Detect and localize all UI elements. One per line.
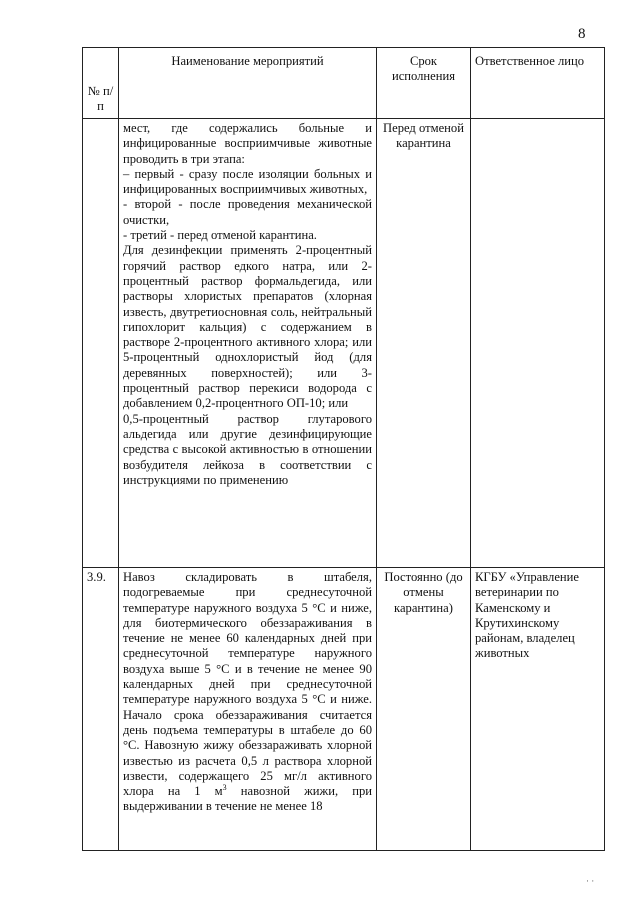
header-name: Наименование мероприятий bbox=[119, 48, 377, 119]
row-deadline: Перед отменой карантина bbox=[377, 119, 471, 568]
row-num: 3.9. bbox=[83, 568, 119, 851]
measure-paragraph: - второй - после проведения механической очистки, bbox=[123, 197, 372, 227]
row-responsible bbox=[471, 119, 605, 568]
table-header-row bbox=[83, 48, 605, 119]
header-deadline: Срок исполнения bbox=[377, 48, 471, 119]
row-measure-text bbox=[119, 568, 377, 851]
measure-paragraph: 0,5-процентный раствор глутарового альдегида или другие дезинфицирующие средства с высокой активностью в отношении возбудителя лейкоза в соответствии с инструкциями по применению bbox=[123, 411, 372, 487]
row-deadline: Постоянно (до отмены карантина) bbox=[377, 568, 471, 851]
table-row bbox=[83, 119, 605, 568]
scan-mark: · · bbox=[586, 876, 595, 886]
measure-paragraph: Для дезинфекции применять 2-процентный горячий раствор едкого натра, или 2-процентный раствор формальдегида, или растворы хлористых препаратов (хлорная известь, двутретиосновная соль, нейтральный гипохлорит кальция) с содержанием в растворе 2-процентного активного хлора; или 5-процентный однохлористый йод (для деревянных поверхностей); или 3-процентный раствор перекиси водорода с добавлением 0,2-процентного ОП-10; или bbox=[123, 243, 372, 411]
page-number: 8 bbox=[578, 26, 586, 42]
header-responsible: Ответственное лицо bbox=[471, 48, 605, 119]
row-num bbox=[83, 119, 119, 568]
row-responsible: КГБУ «Управление ветеринарии по Каменскому и Крутихинскому районам, владелец животных bbox=[471, 568, 605, 851]
row-measure-text bbox=[119, 119, 377, 568]
measure-text-part: навозной жижи, при выдерживании в течение не менее 18 bbox=[123, 784, 372, 814]
measures-table bbox=[82, 47, 605, 851]
measure-text-part: Навоз складировать в штабеля, подогреваемые при среднесуточной температуре наружного воздуха 5 °С и ниже, для биотермического обеззараживания в течение не менее 60 календарных дней при среднесуточной температуре наружного воздуха выше 5 °С и в течение не менее 90 календарных дней при среднесуточной температуре наружного воздуха 5 °С и ниже. Начало срока обеззараживания считается день подъема температуры в штабеле до 60 °С. Навозную жижу обеззараживать хлорной известью из расчета 0,5 л раствора хлорной извести, содержащего 25 мг/л активного хлора на 1 м bbox=[123, 570, 372, 799]
measure-paragraph: - третий - перед отменой карантина. bbox=[123, 228, 317, 243]
header-num: № п/п bbox=[83, 48, 119, 119]
table-row bbox=[83, 568, 605, 851]
cubic-superscript: 3 bbox=[222, 782, 227, 792]
measure-paragraph: – первый - сразу после изоляции больных и инфицированных восприимчивых животных, bbox=[123, 166, 372, 197]
measure-paragraph: мест, где содержались больные и инфицированные восприимчивые животные проводить в три этапа: bbox=[123, 121, 372, 166]
